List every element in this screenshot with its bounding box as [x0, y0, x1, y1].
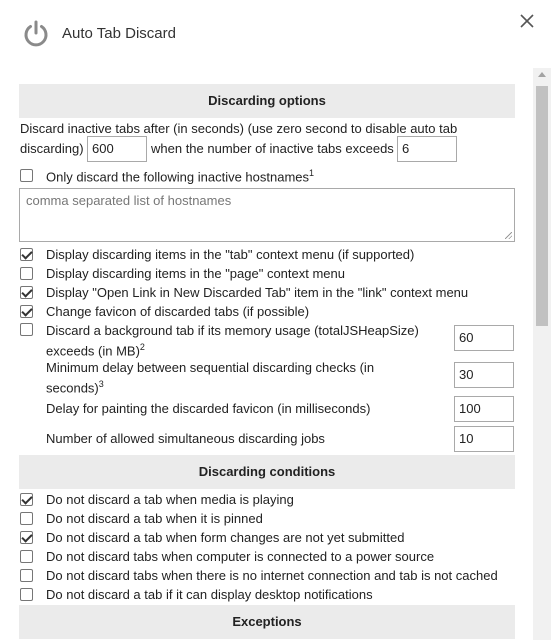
- condition-checkbox[interactable]: [20, 512, 33, 525]
- favicon-delay-input[interactable]: 100: [454, 396, 514, 422]
- option-checkbox[interactable]: [20, 305, 33, 318]
- option-row: [20, 304, 520, 322]
- discard-after-text: Discard inactive tabs after (in seconds) (use zero second to disable auto tab: [20, 121, 458, 136]
- discard-after-text-3: when the number of inactive tabs exceeds: [151, 141, 394, 156]
- hostnames-row: [20, 168, 520, 186]
- condition-label: Do not discard tabs when computer is connected to a power source: [46, 549, 435, 564]
- option-checkbox[interactable]: [20, 267, 33, 280]
- discard-after-text-2: discarding): [20, 141, 84, 156]
- option-label: Display "Open Link in New Discarded Tab" item in the "link" context menu: [46, 285, 469, 300]
- option-label: Display discarding items in the "page" context menu: [46, 266, 345, 281]
- resize-grip-icon[interactable]: [505, 232, 512, 239]
- jobs-row: [20, 426, 520, 452]
- condition-label: Do not discard a tab if it can display desktop notifications: [46, 587, 373, 602]
- section-exceptions: Exceptions: [19, 605, 515, 639]
- vertical-scrollbar[interactable]: [533, 68, 551, 640]
- memory-footnote: 2: [139, 342, 145, 352]
- favicon-delay-row: [20, 396, 520, 422]
- condition-row: [20, 549, 520, 567]
- condition-row: [20, 587, 520, 605]
- section-discarding-conditions: Discarding conditions: [19, 455, 515, 489]
- min-delay-label: Minimum delay between sequential discarding checks (in: [46, 360, 375, 375]
- condition-label: Do not discard a tab when form changes are not yet submitted: [46, 530, 405, 545]
- condition-checkbox[interactable]: [20, 493, 33, 506]
- condition-label: Do not discard a tab when media is playing: [46, 492, 294, 507]
- condition-checkbox[interactable]: [20, 569, 33, 582]
- condition-checkbox[interactable]: [20, 531, 33, 544]
- discard-seconds-input[interactable]: 600: [87, 136, 147, 162]
- hostnames-textarea[interactable]: [19, 188, 515, 242]
- option-label: Change favicon of discarded tabs (if possible): [46, 304, 310, 319]
- favicon-delay-label: Delay for painting the discarded favicon (in milliseconds): [46, 401, 371, 416]
- option-checkbox[interactable]: [20, 286, 33, 299]
- hostnames-placeholder: comma separated list of hostnames: [26, 193, 232, 208]
- inactive-tabs-count-input[interactable]: 6: [397, 136, 457, 162]
- min-delay-input[interactable]: 30: [454, 362, 514, 388]
- scrollbar-thumb[interactable]: [536, 86, 548, 326]
- memory-label: Discard a background tab if its memory usage (totalJSHeapSize): [46, 323, 419, 338]
- condition-row: [20, 568, 520, 586]
- option-row: [20, 285, 520, 303]
- memory-checkbox[interactable]: [20, 323, 33, 336]
- condition-checkbox[interactable]: [20, 588, 33, 601]
- hostnames-footnote: 1: [309, 168, 315, 178]
- condition-row: [20, 511, 520, 529]
- memory-label-2: exceeds (in MB): [46, 343, 140, 359]
- condition-row: [20, 492, 520, 510]
- min-delay-label-2: seconds): [46, 380, 99, 396]
- min-delay-row: [20, 359, 520, 397]
- hostnames-checkbox[interactable]: [20, 169, 33, 182]
- option-label: Display discarding items in the "tab" context menu (if supported): [46, 247, 415, 262]
- condition-label: Do not discard a tab when it is pinned: [46, 511, 263, 526]
- condition-row: [20, 530, 520, 548]
- min-delay-footnote: 3: [98, 379, 104, 389]
- section-discarding-options: Discarding options: [19, 84, 515, 118]
- option-row: [20, 247, 520, 265]
- option-checkbox[interactable]: [20, 248, 33, 261]
- condition-checkbox[interactable]: [20, 550, 33, 563]
- dialog-title: Auto Tab Discard: [62, 25, 176, 42]
- option-row: [20, 266, 520, 284]
- jobs-label: Number of allowed simultaneous discarding jobs: [46, 431, 325, 446]
- condition-label: Do not discard tabs when there is no internet connection and tab is not cached: [46, 568, 498, 583]
- memory-row: [20, 322, 520, 360]
- scroll-up-arrow-icon[interactable]: [538, 72, 546, 77]
- jobs-input[interactable]: 10: [454, 426, 514, 452]
- memory-mb-input[interactable]: 60: [454, 325, 514, 351]
- hostnames-label: Only discard the following inactive hostnames: [46, 169, 310, 185]
